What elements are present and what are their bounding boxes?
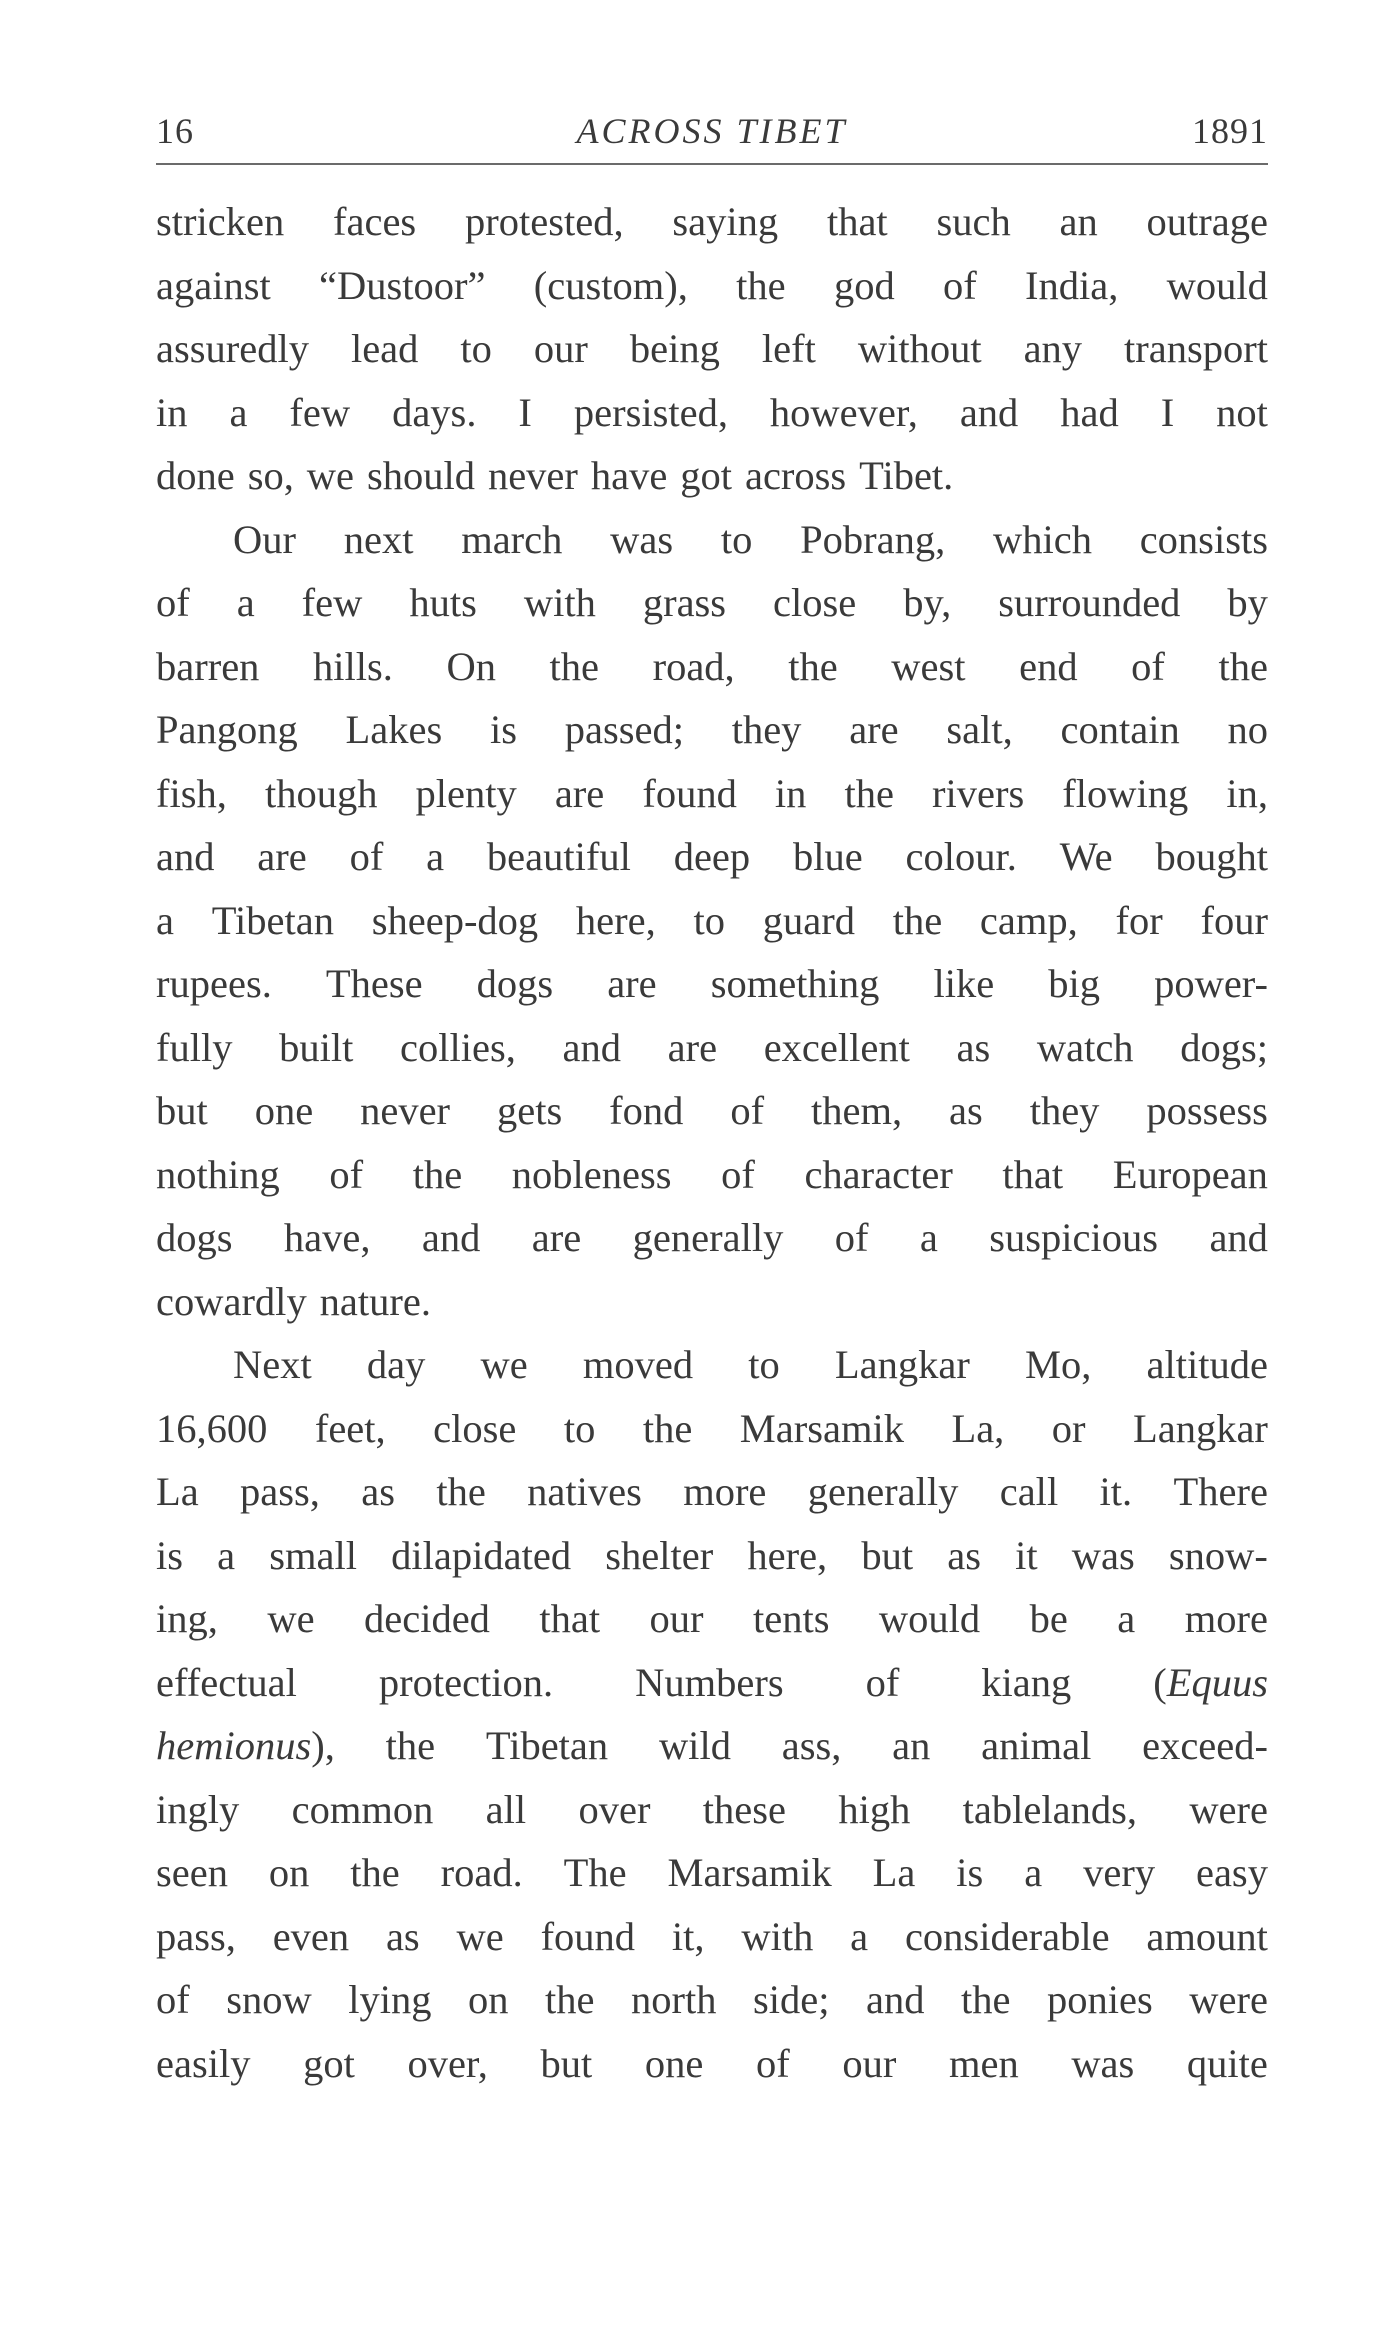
text-line: but one never gets fond of them, as they possess [156,1088,1268,1133]
text-line: ing, we decided that our tents would be a more [156,1596,1268,1641]
text-line: barren hills. On the road, the west end of the [156,643,1268,689]
body-text [156,190,1268,2095]
text-line: 16,600 feet, close to the Marsamik La, or Langkar [156,1405,1268,1451]
text-line: hemionus), the Tibetan wild ass, an animal exceed- [156,1723,1268,1768]
page-number: 16 [156,111,194,151]
text-line: in a few days. I persisted, however, and had I not [156,389,1268,435]
running-head [156,110,1268,160]
text-line: of a few huts with grass close by, surrounded by [156,580,1268,625]
text-line: done so, we should never have got across Tibet. [156,453,954,498]
header-rule [156,163,1268,165]
text-line: and are of a beautiful deep blue colour. We bought [156,834,1268,879]
text-line: La pass, as the natives more generally call it. There [156,1469,1268,1514]
text-line: rupees. These dogs are something like big power- [156,961,1268,1006]
text-line: is a small dilapidated shelter here, but as it was snow- [156,1532,1268,1578]
text-line: Pangong Lakes is passed; they are salt, contain no [156,707,1268,752]
text-line: of snow lying on the north side; and the ponies were [156,1977,1268,2022]
text-line: assuredly lead to our being left without any transport [156,326,1268,371]
text-line: effectual protection. Numbers of kiang (Equus [156,1659,1268,1705]
text-line: dogs have, and are generally of a suspicious and [156,1215,1268,1260]
text-line: nothing of the nobleness of character that European [156,1151,1268,1197]
paragraph-first-line: Next day we moved to Langkar Mo, altitude [233,1342,1268,1387]
text-line: easily got over, but one of our men was quite [156,2040,1268,2086]
text-line: against “Dustoor” (custom), the god of India, would [156,262,1268,308]
text-line: fully built collies, and are excellent as watch dogs; [156,1024,1268,1070]
text-line: seen on the road. The Marsamik La is a very easy [156,1850,1268,1895]
paragraph-first-line: Our next march was to Pobrang, which consists [233,516,1268,562]
text-line: pass, even as we found it, with a considerable amount [156,1913,1268,1959]
header-year: 1891 [1192,111,1268,151]
text-line: stricken faces protested, saying that such an outrage [156,199,1268,244]
text-line: cowardly nature. [156,1278,431,1324]
text-line: ingly common all over these high tablelands, were [156,1786,1268,1832]
running-title: ACROSS TIBET [576,111,848,151]
text-line: fish, though plenty are found in the rivers flowing in, [156,770,1268,816]
text-line: a Tibetan sheep-dog here, to guard the camp, for four [156,897,1268,943]
